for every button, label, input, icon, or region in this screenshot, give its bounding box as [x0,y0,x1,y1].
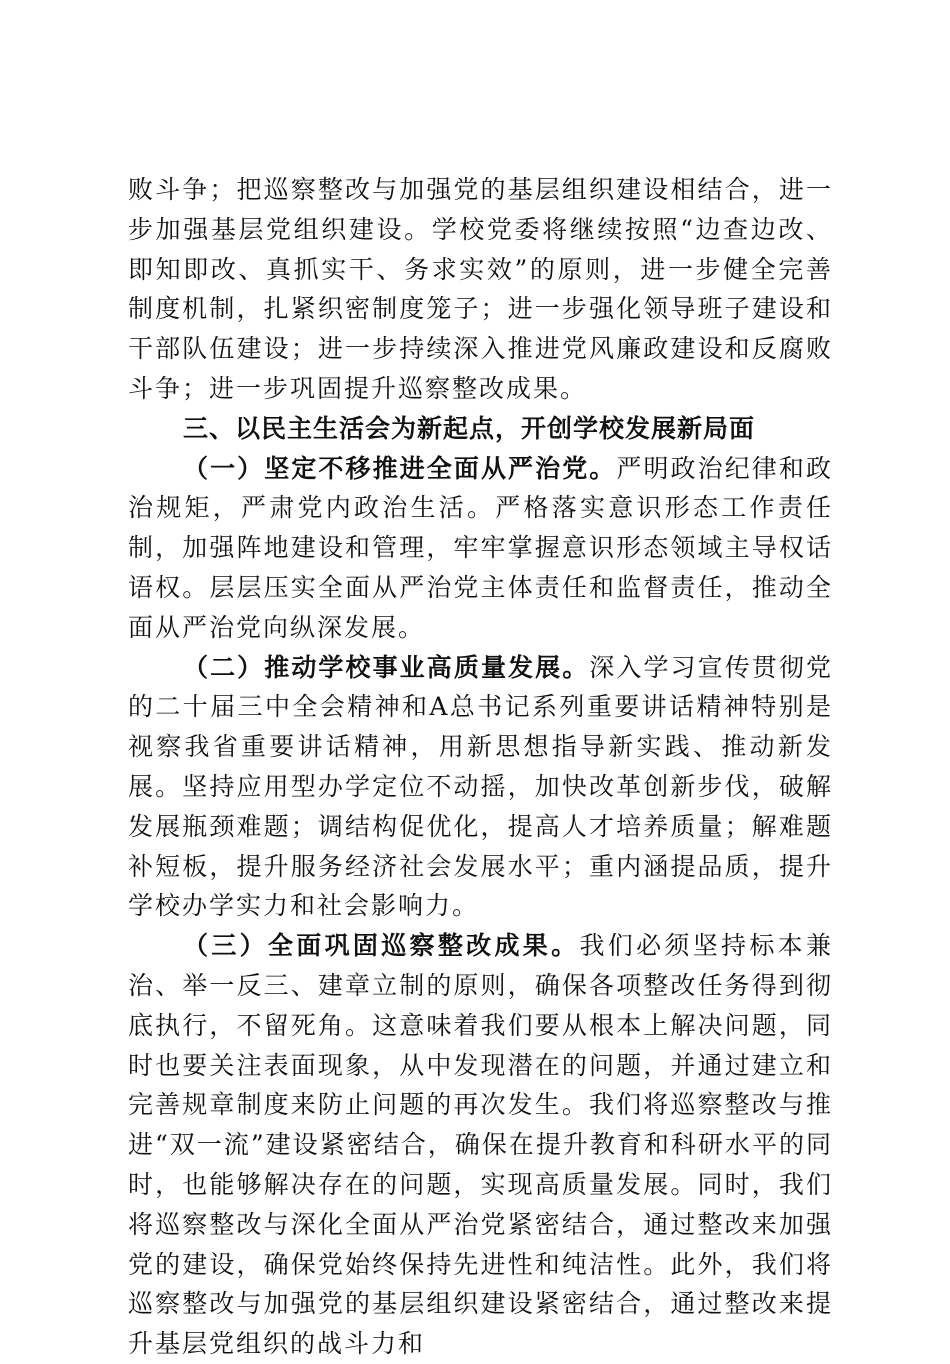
continuation-paragraph [128,170,833,409]
body-paragraph-3 [128,926,833,1364]
paragraph-text: 败斗争；把巡察整改与加强党的基层组织建设相结合，进一步加强基层党组织建设。学校党委将继续按照“边查边改、即知即改、真抓实干、务求实效”的原则，进一步健全完善制度机制，扎紧织密制度笼子；进一步强化领导班子建设和干部队伍建设；进一步持续深入推进党风廉政建设和反腐败斗争；进一步巩固提升巡察整改成果。 [128,175,833,403]
paragraph-text: 深入学习宣传贯彻党的二十届三中全会精神和A总书记系列重要讲话精神特别是视察我省重要讲话精神，用新思想指导新实践、推动新发展。坚持应用型办学定位不动摇，加快改革创新步伐，破解发展瓶颈难题；调结构促优化，提高人才培养质量；解难题补短板，提升服务经济社会发展水平；重内涵提品质，提升学校办学实力和社会影响力。 [128,652,833,921]
paragraph-lead: （三）全面巩固巡察整改成果。 [183,931,580,961]
paragraph-text: 我们必须坚持标本兼治、举一反三、建章立制的原则，确保各项整改任务得到彻底执行，不留死角。这意味着我们要从根本上解决问题，同时也要关注表面现象，从中发现潜在的问题，并通过建立和完善规章制度来防止问题的再次发生。我们将巡察整改与推进“双一流”建设紧密结合，确保在提升教育和科研水平的同时，也能够解决存在的问题，实现高质量发展。同时，我们将巡察整改与深化全面从严治党紧密结合，通过整改来加强党的建设，确保党始终保持先进性和纯洁性。此外，我们将巡察整改与加强党的基层组织建设紧密结合，通过整改来提升基层党组织的战斗力和 [128,931,833,1359]
paragraph-lead: （一）坚定不移推进全面从严治党。 [183,453,617,483]
body-paragraph-1 [128,449,833,648]
paragraph-text: 严明政治纪律和政治规矩，严肃党内政治生活。严格落实意识形态工作责任制，加强阵地建设和管理，牢牢掌握意识形态领域主导权话语权。层层压实全面从严治党主体责任和监督责任，推动全面从严治党向纵深发展。 [128,453,833,642]
document-body [128,170,833,1364]
paragraph-lead: （二）推动学校事业高质量发展。 [183,652,590,682]
section-heading: 三、以民主生活会为新起点，开创学校发展新局面 [183,413,756,443]
body-paragraph-2 [128,648,833,927]
